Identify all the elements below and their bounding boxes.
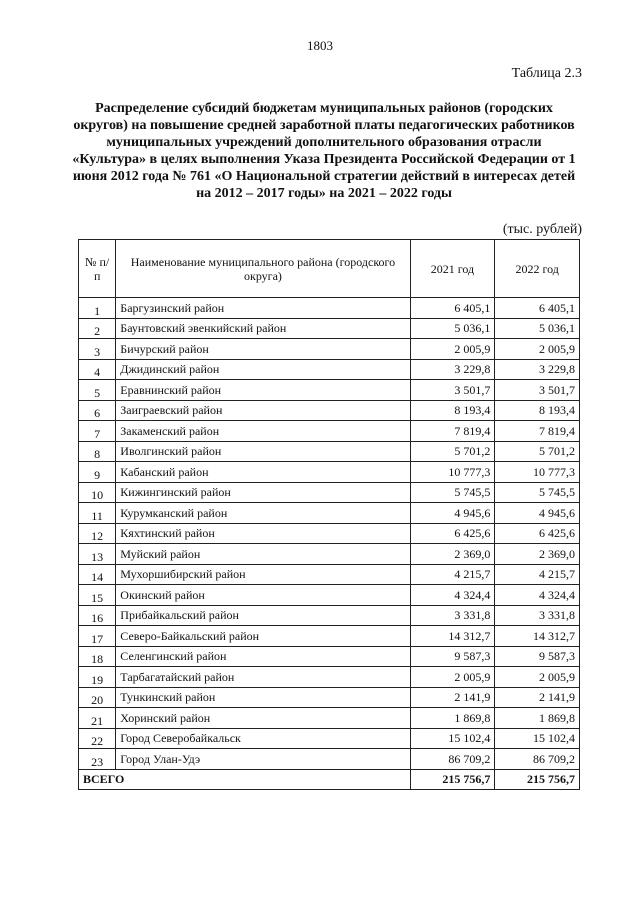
row-value-2021: 7 819,4 [410,421,495,442]
row-district-name: Заиграевский район [116,400,410,421]
row-number: 18 [79,646,116,667]
row-value-2022: 4 324,4 [495,585,580,606]
row-number: 9 [79,462,116,483]
table-row [79,441,580,462]
table-row [79,626,580,647]
row-number: 14 [79,564,116,585]
row-number: 22 [79,728,116,749]
row-value-2022: 5 701,2 [495,441,580,462]
row-district-name: Кяхтинский район [116,523,410,544]
header-2022: 2022 год [495,240,580,298]
row-value-2022: 4 945,6 [495,503,580,524]
document-title: Распределение субсидий бюджетам муниципальных районов (городских округов) на повышение средней заработной платы педагогических работников муниципальных учреждений дополнительного образования отрасли «Культура» в целях выполнения Указа Президента Российской Федерации от 1 июня 2012 года № 761 «О Национальной стратегии действий в интересах детей на 2012 – 2017 годы» на 2021 – 2022 годы [72,101,576,201]
row-district-name: Прибайкальский район [116,605,410,626]
row-value-2022: 2 005,9 [495,667,580,688]
row-district-name: Кабанский район [116,462,410,483]
total-2022: 215 756,7 [495,769,580,790]
row-number: 10 [79,482,116,503]
table-row [79,646,580,667]
row-value-2022: 2 141,9 [495,687,580,708]
row-district-name: Тункинский район [116,687,410,708]
table-row [79,503,580,524]
row-district-name: Город Северобайкальск [116,728,410,749]
row-district-name: Кижингинский район [116,482,410,503]
row-number: 17 [79,626,116,647]
row-number: 16 [79,605,116,626]
page-number: 1803 [307,38,333,53]
table-label: Таблица 2.3 [511,66,582,81]
row-value-2021: 2 005,9 [410,339,495,360]
row-district-name: Баргузинский район [116,298,410,319]
table-header-row [79,240,580,298]
row-value-2022: 3 229,8 [495,359,580,380]
table-row [79,708,580,729]
row-district-name: Северо-Байкальский район [116,626,410,647]
table-row [79,462,580,483]
row-value-2021: 86 709,2 [410,749,495,770]
table-row [79,298,580,319]
row-value-2021: 15 102,4 [410,728,495,749]
header-name: Наименование муниципального района (городского округа) [116,240,410,298]
table-body [79,298,580,770]
table-row [79,421,580,442]
row-value-2021: 4 215,7 [410,564,495,585]
row-district-name: Хоринский район [116,708,410,729]
row-value-2021: 8 193,4 [410,400,495,421]
table-row [79,359,580,380]
row-district-name: Джидинский район [116,359,410,380]
row-district-name: Бичурский район [116,339,410,360]
table-row [79,749,580,770]
table-row [79,564,580,585]
row-value-2022: 4 215,7 [495,564,580,585]
row-district-name: Еравнинский район [116,380,410,401]
table-row [79,400,580,421]
table-row [79,523,580,544]
row-value-2022: 8 193,4 [495,400,580,421]
row-value-2021: 4 324,4 [410,585,495,606]
row-value-2021: 4 945,6 [410,503,495,524]
row-number: 5 [79,380,116,401]
header-number: № п/п [79,240,116,298]
row-value-2021: 2 369,0 [410,544,495,565]
row-number: 11 [79,503,116,524]
row-value-2022: 5 745,5 [495,482,580,503]
row-district-name: Курумканский район [116,503,410,524]
table-row [79,667,580,688]
row-value-2022: 3 331,8 [495,605,580,626]
header-2021: 2021 год [410,240,495,298]
row-number: 1 [79,298,116,319]
row-value-2022: 14 312,7 [495,626,580,647]
row-number: 21 [79,708,116,729]
row-district-name: Баунтовский эвенкийский район [116,318,410,339]
row-number: 7 [79,421,116,442]
row-value-2022: 15 102,4 [495,728,580,749]
table-row [79,544,580,565]
units-label: (тыс. рублей) [502,222,582,237]
subsidy-table [78,239,580,790]
row-value-2021: 2 141,9 [410,687,495,708]
row-value-2022: 5 036,1 [495,318,580,339]
table-row [79,728,580,749]
row-value-2021: 1 869,8 [410,708,495,729]
table-row [79,339,580,360]
row-value-2022: 7 819,4 [495,421,580,442]
row-value-2022: 3 501,7 [495,380,580,401]
row-district-name: Мухоршибирский район [116,564,410,585]
row-value-2022: 6 405,1 [495,298,580,319]
row-value-2021: 10 777,3 [410,462,495,483]
row-value-2021: 5 036,1 [410,318,495,339]
row-value-2022: 6 425,6 [495,523,580,544]
row-value-2021: 14 312,7 [410,626,495,647]
row-value-2021: 2 005,9 [410,667,495,688]
row-value-2022: 86 709,2 [495,749,580,770]
row-number: 8 [79,441,116,462]
table-row [79,687,580,708]
row-district-name: Муйский район [116,544,410,565]
total-row [79,769,580,790]
row-value-2022: 1 869,8 [495,708,580,729]
row-district-name: Селенгинский район [116,646,410,667]
row-value-2022: 2 369,0 [495,544,580,565]
row-district-name: Иволгинский район [116,441,410,462]
row-value-2021: 9 587,3 [410,646,495,667]
row-number: 23 [79,749,116,770]
table-row [79,585,580,606]
table-row [79,380,580,401]
row-district-name: Окинский район [116,585,410,606]
table-row [79,482,580,503]
row-value-2021: 6 405,1 [410,298,495,319]
total-label: ВСЕГО [79,769,411,790]
row-number: 2 [79,318,116,339]
row-value-2021: 5 701,2 [410,441,495,462]
row-number: 19 [79,667,116,688]
row-number: 20 [79,687,116,708]
row-number: 3 [79,339,116,360]
row-value-2021: 3 229,8 [410,359,495,380]
table-row [79,318,580,339]
row-district-name: Закаменский район [116,421,410,442]
row-number: 13 [79,544,116,565]
row-district-name: Город Улан-Удэ [116,749,410,770]
row-number: 4 [79,359,116,380]
row-number: 12 [79,523,116,544]
row-value-2021: 5 745,5 [410,482,495,503]
row-number: 6 [79,400,116,421]
total-2021: 215 756,7 [410,769,495,790]
row-value-2021: 3 331,8 [410,605,495,626]
row-value-2021: 6 425,6 [410,523,495,544]
row-value-2022: 2 005,9 [495,339,580,360]
row-value-2022: 10 777,3 [495,462,580,483]
row-number: 15 [79,585,116,606]
row-value-2022: 9 587,3 [495,646,580,667]
table-row [79,605,580,626]
row-value-2021: 3 501,7 [410,380,495,401]
row-district-name: Тарбагатайский район [116,667,410,688]
